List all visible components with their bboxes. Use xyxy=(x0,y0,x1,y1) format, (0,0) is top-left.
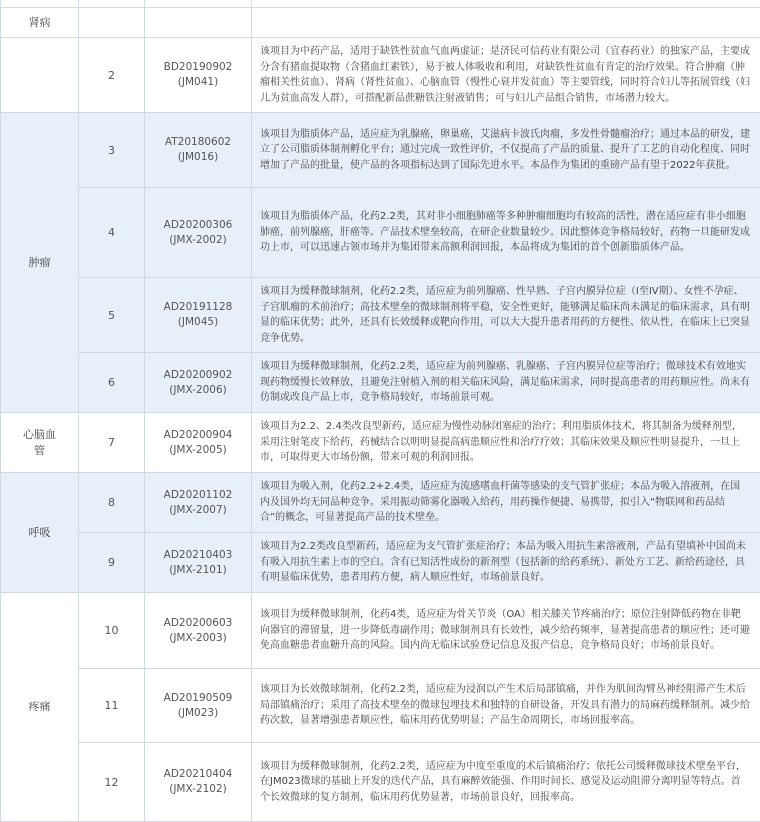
category-cell xyxy=(1,0,79,8)
row-number: 10 xyxy=(79,593,145,669)
registration-code xyxy=(145,669,252,743)
row-number: 7 xyxy=(79,413,145,473)
product-description: 该项目为缓释微球制剂，化药2.2类，适应症为前列腺癌、乳腺癌、子宫内膜异位症等治疗；微球技术有效地实现药物缓慢长效释放，且避免注射植入剂的相关临床风险，满足临床需求，同时提高患者的用药顺应性。尚未有仿制或改良产品上市，竞争格局较好，市场前景可观。 xyxy=(252,353,760,413)
code-primary: AD20200603 xyxy=(145,616,251,631)
category-label: 心脑血管 xyxy=(20,427,60,459)
table-row xyxy=(1,533,760,593)
code-primary: AD20201102 xyxy=(145,488,251,503)
row-number: 4 xyxy=(79,188,145,278)
registration-code xyxy=(145,113,252,188)
product-description: 该项目为脂质体产品，化药2.2类，其对非小细胞肺癌等多种肿瘤细胞均有较高的活性，潜在适应症有非小细胞肺癌，前列腺癌，肝癌等。产品技术壁垒较高，在研企业数量较少。因此整体竞争格局较好，药物一旦能研发成功上市，可以迅速占领市场并为集团带来高额利润回报，本品将成为集团的首个创新脂质体产品。 xyxy=(252,188,760,278)
code-secondary: (JMX-2101) xyxy=(145,563,251,578)
code-cell xyxy=(145,8,252,38)
row-number: 11 xyxy=(79,669,145,743)
registration-code xyxy=(145,38,252,113)
registration-code xyxy=(145,278,252,353)
code-primary: AD20200902 xyxy=(145,368,251,383)
code-secondary: (JMX-2003) xyxy=(145,631,251,646)
row-number: 12 xyxy=(79,743,145,822)
number-cell xyxy=(79,8,145,38)
table-row xyxy=(1,353,760,413)
row-number: 5 xyxy=(79,278,145,353)
registration-code xyxy=(145,413,252,473)
registration-code xyxy=(145,533,252,593)
category-cell-pain: 疼痛 xyxy=(1,593,79,822)
code-secondary: (JMX-2102) xyxy=(145,782,251,797)
product-description: 该项目为2.2类改良型新药，适应症为支气管扩张症治疗；本品为吸入用抗生素溶液剂，产品有望填补中国尚未有吸入用抗生素上市的空白。含有已知活性成份的新剂型（包括新的给药系统）、新处方工艺、新给药途径，具有明显临床优势，患者用药方便，病人顺应性好，市场前景良好。 xyxy=(252,533,760,593)
code-secondary: (JMX-2007) xyxy=(145,503,251,518)
code-primary: BD20190902 xyxy=(145,60,251,75)
category-cell-cardio xyxy=(1,413,79,473)
code-primary: AT20180602 xyxy=(145,135,251,150)
registration-code xyxy=(145,353,252,413)
code-secondary: (JMX-2002) xyxy=(145,233,251,248)
product-description: 该项目为2.2、2.4类改良型新药，适应症为慢性动脉闭塞症的治疗；利用脂质体技术，将其制备为缓释剂型，采用注射笔皮下给药，药械结合以明明显提高病患顺应性和治疗疗效；其临床效果及顺应性明显提升，一旦上市，可取得更大市场份额，带来可观的利润回报。 xyxy=(252,413,760,473)
table-row xyxy=(1,8,760,38)
table-row xyxy=(1,113,760,188)
code-secondary: (JM016) xyxy=(145,150,251,165)
category-cell-resp: 呼吸 xyxy=(1,473,79,593)
code-primary: AD20200306 xyxy=(145,218,251,233)
table-row xyxy=(1,669,760,743)
code-secondary: (JM023) xyxy=(145,706,251,721)
code-primary: AD20191128 xyxy=(145,300,251,315)
product-description: 该项目为缓释微球制剂，化药4类，适应症为骨关节炎（OA）相关膝关节疼痛治疗；原位注射降低药物在非靶向器官的滞留量，进一步降低毒副作用；微球制剂具有长效性，减少给药频率，显著提高患者的顺应性；还可避免高血糖患者血糖升高的风险。国内尚无临床试验登记信息及报产信息，竞争格局良好；市场前景良好。 xyxy=(252,593,760,669)
code-secondary: (JMX-2005) xyxy=(145,443,251,458)
table-row xyxy=(1,743,760,822)
number-cell xyxy=(79,0,145,8)
product-description: 该项目为中药产品，适用于缺铁性贫血气血两虚证；是济民可信药业有限公司（宜春药业）的独家产品，主要成分含有猪血提取物（含猪血红素铁），易于被人体吸收和利用，对缺铁性贫血有肯定的治疗效果。符合肿瘤（肿瘤相关性贫血）、肾病（肾性贫血）、心脑血管（慢性心衰并发贫血）等主要管线，同时符合妇儿等拓展管线（妇儿为贫血高发人群），可搭配新品蔗糖铁注射液销售；可与妇儿产品组合销售，市场潜力较大。 xyxy=(252,38,760,113)
product-description: 该项目为脂质体产品，适应症为乳腺癌，卵巢癌，艾滋病卡波氏肉瘤，多发性骨髓瘤治疗；通过本品的研发，建立了公司脂质体制剂孵化平台；通过完成一致性评价，不仅提高了产品的质量、提升了工艺的自动化程度、同时增加了产品的批量，使产品的各项指标达到了国际先进水平。本品作为集团的重磅产品有望于2022年获批。 xyxy=(252,113,760,188)
product-description: 该项目为长效微球制剂，化药2.2类，适应症为浸润以产生术后局部镇痛，并作为肌间沟臂丛神经阻滞产生术后局部镇痛治疗；采用了高技术壁垒的微球包埋技术和独特的自研设备，开发具有潜力的局麻药缓释制剂。减少给药次数，显著增强患者顺应性，临床用药优势明显；产品生命周期长，市场回报率高。 xyxy=(252,669,760,743)
code-secondary: (JMX-2006) xyxy=(145,383,251,398)
registration-code xyxy=(145,188,252,278)
category-cell-kidney: 肾病 xyxy=(1,8,79,38)
product-description: 该项目为吸入剂，化药2.2+2.4类，适应症为流感嗜血杆菌等感染的支气管扩张症；本品为吸入溶液剂，在国内及国外均无同品种竞争。采用振动筛雾化器吸入给药，用药操作便捷、易携带，拟引入“物联网和药品结合”的概念，可显著提高产品的技术壁垒。 xyxy=(252,473,760,533)
category-cell xyxy=(1,38,79,113)
row-number: 3 xyxy=(79,113,145,188)
code-primary: AD20210404 xyxy=(145,767,251,782)
table-row xyxy=(1,473,760,533)
category-cell-tumor: 肿瘤 xyxy=(1,113,79,413)
product-description: 该项目为缓释微球制剂，化药2.2类，适应症为中度至重度的术后镇痛治疗；依托公司缓释微球技术壁垒平台，在JM023微球的基础上开发的迭代产品，具有麻醉效能强、作用时间长、感觉及运动阻滞分离明显等特点。首个长效微球的复方制剂，临床用药优势显著，市场前景良好，回报率高。 xyxy=(252,743,760,822)
code-secondary: (JM041) xyxy=(145,75,251,90)
table-row xyxy=(1,413,760,473)
product-description: 该项目为缓释微球制剂，化药2.2类，适应症为前列腺癌、性早熟、子宫内膜异位症（I至IV期）、女性不孕症、子宫肌瘤的术前治疗；高技术壁垒的微球制剂将平稳，安全性更好，能够满足临床尚未满足的临床需求，具有明显的临床优势；此外，还具有长效缓释或靶向作用，可以大大提升患者用药的方便性、依从性，在临床上已突显竞争优势。 xyxy=(252,278,760,353)
table-row xyxy=(1,188,760,278)
table-row xyxy=(1,38,760,113)
description-cell xyxy=(252,0,760,8)
row-number: 9 xyxy=(79,533,145,593)
table-row-partial xyxy=(1,0,760,8)
code-primary: AD20200904 xyxy=(145,428,251,443)
row-number: 8 xyxy=(79,473,145,533)
row-number: 6 xyxy=(79,353,145,413)
code-primary: AD20190509 xyxy=(145,691,251,706)
row-number: 2 xyxy=(79,38,145,113)
registration-code xyxy=(145,593,252,669)
table-row xyxy=(1,278,760,353)
code-primary: AD20210403 xyxy=(145,548,251,563)
description-cell xyxy=(252,8,760,38)
registration-code xyxy=(145,743,252,822)
code-cell xyxy=(145,0,252,8)
table-row xyxy=(1,593,760,669)
registration-code xyxy=(145,473,252,533)
code-secondary: (JM045) xyxy=(145,315,251,330)
